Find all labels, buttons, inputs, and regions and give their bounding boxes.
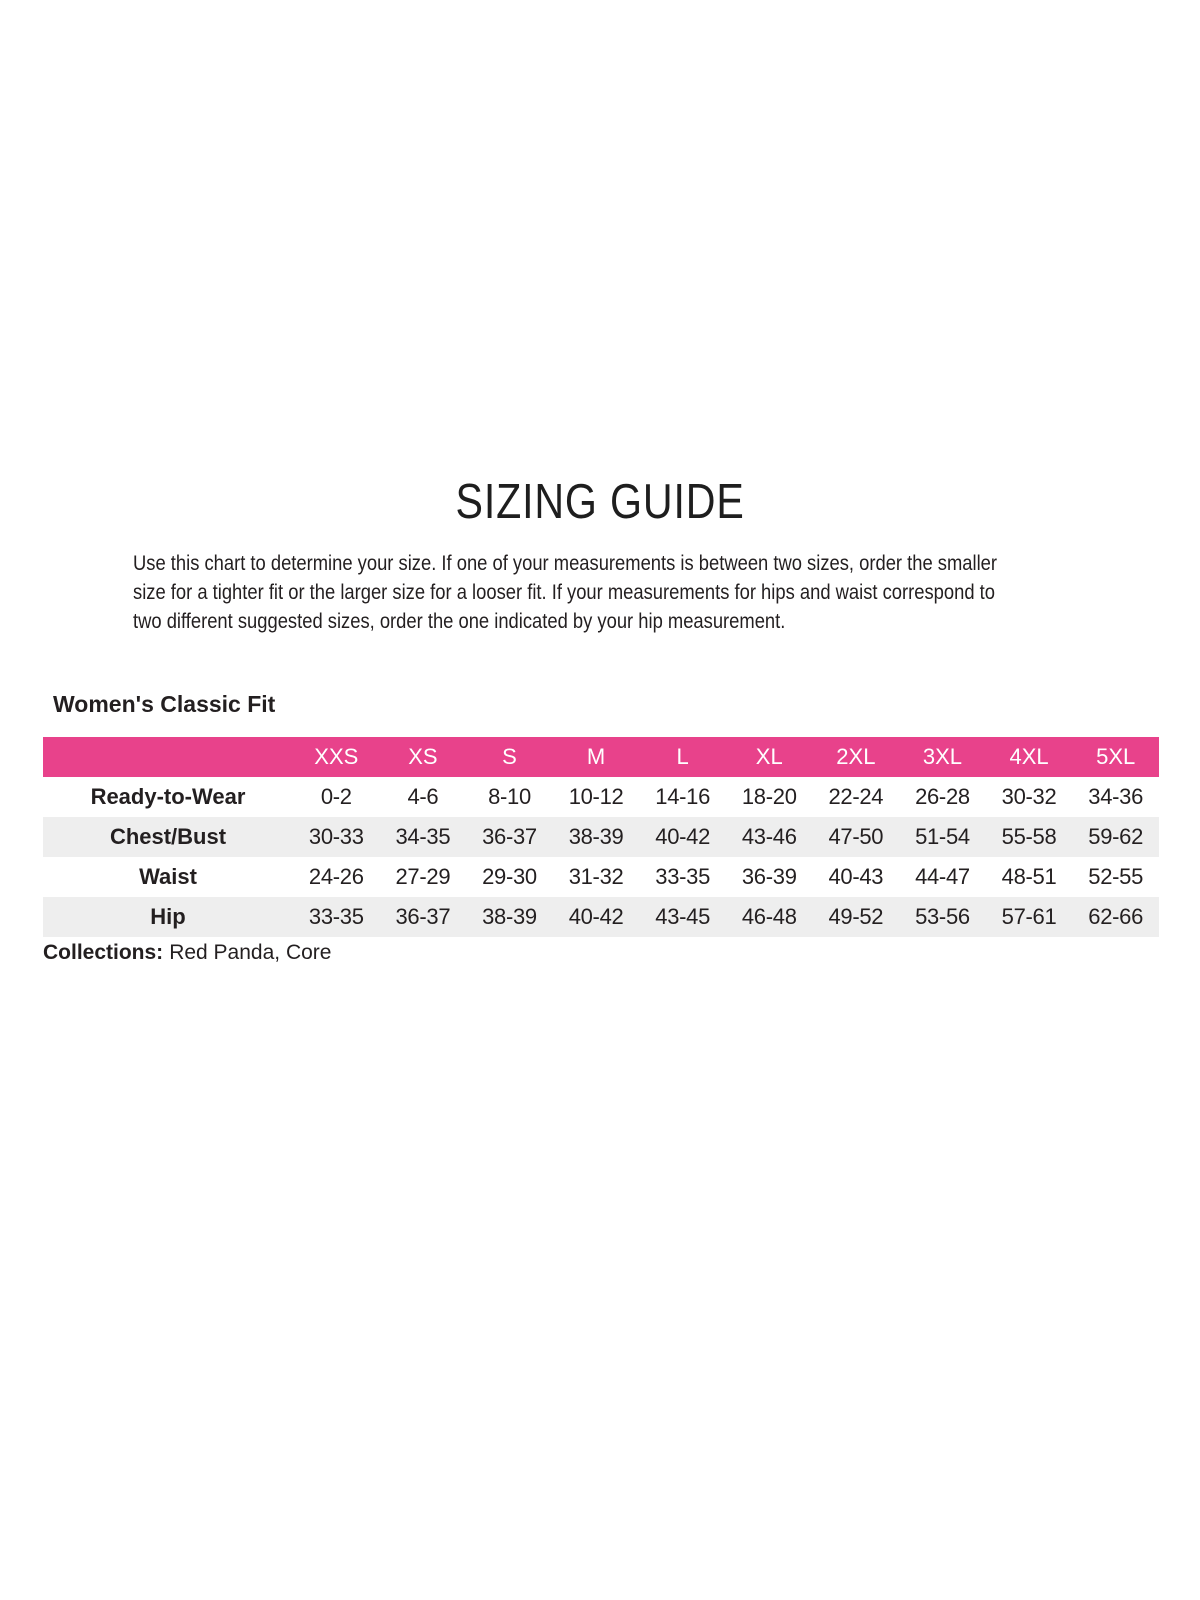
intro-line: two different suggested sizes, order the one indicated by your hip measurement. xyxy=(133,610,786,633)
page-title: SIZING GUIDE xyxy=(455,475,745,529)
table-cell: 0-2 xyxy=(320,784,352,809)
collections-label: Collections: xyxy=(43,941,164,964)
intro-line: Use this chart to determine your size. If one of your measurements is between two sizes, order the smaller xyxy=(133,552,998,575)
table-cell: 30-33 xyxy=(308,824,364,849)
table-cell: 22-24 xyxy=(828,784,884,809)
row-label-chest-bust: Chest/Bust xyxy=(109,824,227,849)
table-cell: 40-42 xyxy=(655,824,711,849)
table-cell: 43-45 xyxy=(655,904,711,929)
table-cell: 47-50 xyxy=(828,824,884,849)
table-cell: 8-10 xyxy=(488,784,531,809)
table-cell: 55-58 xyxy=(1001,824,1057,849)
collections-value: Red Panda, Core xyxy=(169,941,332,964)
header-cell-xxs: XXS xyxy=(314,744,359,769)
section-heading: Women's Classic Fit xyxy=(53,691,276,717)
table-cell: 62-66 xyxy=(1088,904,1144,929)
table-row-hip xyxy=(43,897,1159,937)
header-empty-cell xyxy=(43,737,293,777)
table-cell: 10-12 xyxy=(568,784,624,809)
table-row-ready-to-wear xyxy=(43,777,1159,817)
table-cell: 52-55 xyxy=(1088,864,1144,889)
page-title-wrap xyxy=(0,474,1200,530)
table-cell: 40-42 xyxy=(568,904,624,929)
collections-note xyxy=(43,941,331,965)
header-cell-3xl: 3XL xyxy=(922,744,963,769)
table-cell: 29-30 xyxy=(482,864,537,889)
table-cell: 34-36 xyxy=(1088,784,1144,809)
row-label-hip: Hip xyxy=(150,904,186,929)
size-chart-table xyxy=(43,737,1159,937)
header-cell-xs: XS xyxy=(408,744,438,769)
header-cell-s: S xyxy=(502,744,517,769)
table-cell: 34-35 xyxy=(395,824,451,849)
table-cell: 48-51 xyxy=(1001,864,1057,889)
table-cell: 33-35 xyxy=(308,904,364,929)
header-cell-2xl: 2XL xyxy=(836,744,876,769)
header-cell-4xl: 4XL xyxy=(1009,744,1049,769)
header-cell-xl: XL xyxy=(755,744,783,769)
table-cell: 46-48 xyxy=(741,904,797,929)
intro-line: size for a tighter fit or the larger size for a looser fit. If your measurements for hips and waist correspond to xyxy=(133,581,995,604)
table-cell: 49-52 xyxy=(828,904,884,929)
table-cell: 14-16 xyxy=(655,784,711,809)
table-cell: 24-26 xyxy=(308,864,364,889)
table-cell: 44-47 xyxy=(915,864,970,889)
table-row-waist xyxy=(43,857,1159,897)
table-cell: 38-39 xyxy=(482,904,537,929)
row-label-waist: Waist xyxy=(139,864,197,889)
table-cell: 51-54 xyxy=(915,824,970,849)
table-cell: 18-20 xyxy=(741,784,797,809)
table-cell: 30-32 xyxy=(1001,784,1057,809)
table-cell: 36-37 xyxy=(395,904,451,929)
table-cell: 43-46 xyxy=(741,824,797,849)
table-cell: 36-39 xyxy=(741,864,797,889)
size-chart-header-row xyxy=(43,737,1159,777)
intro-paragraph xyxy=(133,549,997,636)
row-label-ready-to-wear: Ready-to-Wear xyxy=(90,784,246,809)
table-cell: 38-39 xyxy=(568,824,624,849)
header-cell-5xl: 5XL xyxy=(1096,744,1136,769)
table-cell: 40-43 xyxy=(828,864,884,889)
header-cell-l: L xyxy=(676,744,689,769)
table-cell: 53-56 xyxy=(915,904,970,929)
table-cell: 36-37 xyxy=(482,824,537,849)
table-cell: 26-28 xyxy=(915,784,970,809)
header-cell-m: M xyxy=(586,744,606,769)
table-cell: 59-62 xyxy=(1088,824,1144,849)
table-cell: 27-29 xyxy=(395,864,451,889)
table-cell: 4-6 xyxy=(407,784,439,809)
table-cell: 57-61 xyxy=(1001,904,1057,929)
table-cell: 33-35 xyxy=(655,864,711,889)
table-row-chest-bust xyxy=(43,817,1159,857)
table-cell: 31-32 xyxy=(568,864,624,889)
